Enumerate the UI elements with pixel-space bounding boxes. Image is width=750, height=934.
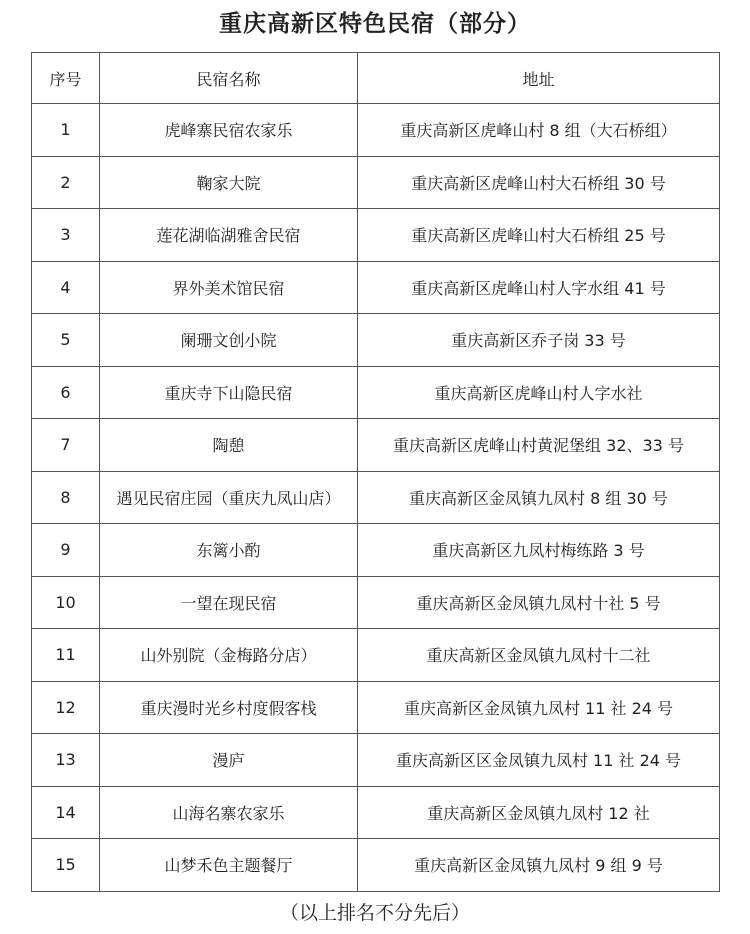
row-number-cell: 10	[32, 576, 100, 629]
table-row	[32, 524, 720, 577]
row-number-cell: 8	[32, 471, 100, 524]
address-cell: 重庆高新区虎峰山村人字水组 41 号	[358, 261, 720, 314]
address-cell: 重庆高新区虎峰山村大石桥组 25 号	[358, 209, 720, 262]
address-cell: 重庆高新区金凤镇九凤村 9 组 9 号	[358, 839, 720, 892]
table-row	[32, 419, 720, 472]
column-header-number: 序号	[32, 53, 100, 104]
row-number-cell: 15	[32, 839, 100, 892]
column-header-name: 民宿名称	[100, 53, 358, 104]
address-cell: 重庆高新区虎峰山村黄泥堡组 32、33 号	[358, 419, 720, 472]
row-number-cell: 11	[32, 629, 100, 682]
homestay-name-cell: 重庆寺下山隐民宿	[100, 366, 358, 419]
address-cell: 重庆高新区虎峰山村人字水社	[358, 366, 720, 419]
row-number-cell: 4	[32, 261, 100, 314]
address-cell: 重庆高新区金凤镇九凤村 12 社	[358, 786, 720, 839]
address-cell: 重庆高新区金凤镇九凤村 11 社 24 号	[358, 681, 720, 734]
homestay-name-cell: 山梦禾色主题餐厅	[100, 839, 358, 892]
homestay-name-cell: 鞠家大院	[100, 156, 358, 209]
table-row	[32, 839, 720, 892]
footer-note: （以上排名不分先后）	[279, 902, 470, 924]
address-cell: 重庆高新区虎峰山村 8 组（大石桥组）	[358, 104, 720, 157]
row-number-cell: 12	[32, 681, 100, 734]
homestay-name-cell: 阑珊文创小院	[100, 314, 358, 367]
homestay-name-cell: 一望在现民宿	[100, 576, 358, 629]
row-number-cell: 1	[32, 104, 100, 157]
address-cell: 重庆高新区虎峰山村大石桥组 30 号	[358, 156, 720, 209]
homestay-name-cell: 漫庐	[100, 734, 358, 787]
table-row	[32, 786, 720, 839]
row-number-cell: 5	[32, 314, 100, 367]
table-header-row	[32, 53, 720, 104]
table-row	[32, 209, 720, 262]
homestay-name-cell: 陶憩	[100, 419, 358, 472]
row-number-cell: 9	[32, 524, 100, 577]
table-row	[32, 314, 720, 367]
homestay-name-cell: 山海名寨农家乐	[100, 786, 358, 839]
row-number-cell: 6	[32, 366, 100, 419]
row-number-cell: 7	[32, 419, 100, 472]
table-row	[32, 471, 720, 524]
homestay-name-cell: 莲花湖临湖雅舍民宿	[100, 209, 358, 262]
row-number-cell: 14	[32, 786, 100, 839]
address-cell: 重庆高新区金凤镇九凤村十二社	[358, 629, 720, 682]
column-header-address: 地址	[358, 53, 720, 104]
table-body	[32, 104, 720, 892]
homestay-name-cell: 遇见民宿庄园（重庆九凤山店）	[100, 471, 358, 524]
table-row	[32, 629, 720, 682]
table-row	[32, 366, 720, 419]
homestay-name-cell: 虎峰寨民宿农家乐	[100, 104, 358, 157]
table-row	[32, 681, 720, 734]
homestay-name-cell: 东篱小酌	[100, 524, 358, 577]
homestay-table	[31, 52, 720, 892]
row-number-cell: 2	[32, 156, 100, 209]
address-cell: 重庆高新区乔子岗 33 号	[358, 314, 720, 367]
row-number-cell: 13	[32, 734, 100, 787]
row-number-cell: 3	[32, 209, 100, 262]
table-row	[32, 104, 720, 157]
homestay-name-cell: 山外别院（金梅路分店）	[100, 629, 358, 682]
table-row	[32, 261, 720, 314]
homestay-name-cell: 重庆漫时光乡村度假客栈	[100, 681, 358, 734]
page-title: 重庆高新区特色民宿（部分）	[219, 11, 531, 37]
address-cell: 重庆高新区九凤村梅练路 3 号	[358, 524, 720, 577]
table-row	[32, 734, 720, 787]
address-cell: 重庆高新区金凤镇九凤村 8 组 30 号	[358, 471, 720, 524]
table-row	[32, 576, 720, 629]
table-row	[32, 156, 720, 209]
homestay-name-cell: 界外美术馆民宿	[100, 261, 358, 314]
address-cell: 重庆高新区金凤镇九凤村十社 5 号	[358, 576, 720, 629]
address-cell: 重庆高新区区金凤镇九凤村 11 社 24 号	[358, 734, 720, 787]
